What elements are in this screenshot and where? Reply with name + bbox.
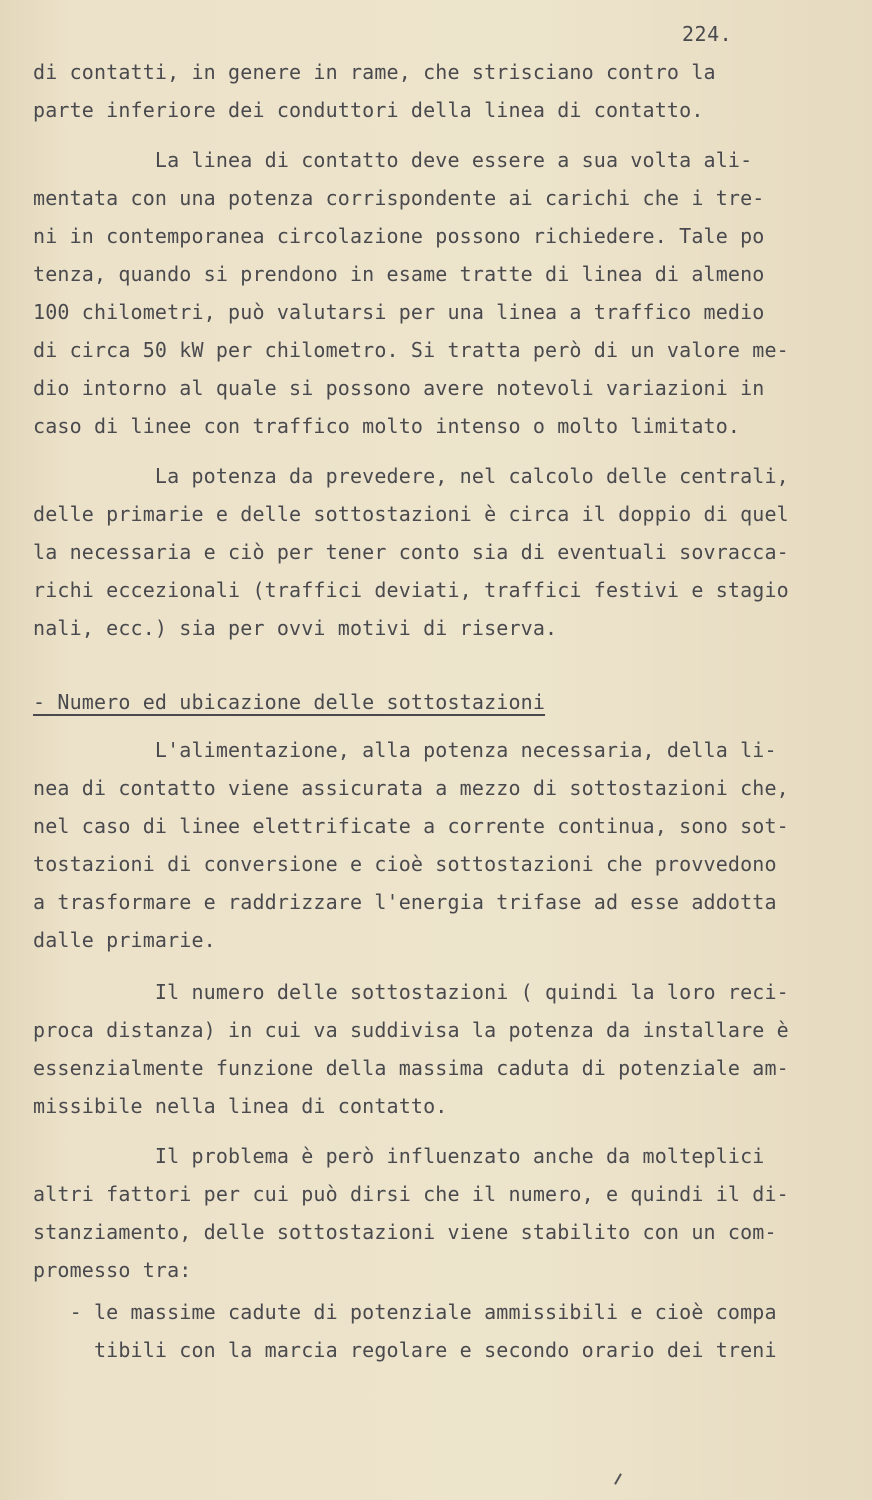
text-line: mentata con una potenza corrispondente ai carichi che i tre-	[33, 186, 765, 210]
text-line: stanziamento, delle sottostazioni viene stabilito con un com-	[33, 1220, 777, 1244]
text-line: richi eccezionali (traffici deviati, traffici festivi e stagio	[33, 578, 789, 602]
text-line: La linea di contatto deve essere a sua volta ali-	[33, 148, 753, 172]
text-line: caso di linee con traffico molto intenso o molto limitato.	[33, 414, 741, 438]
text-line: missibile nella linea di contatto.	[33, 1094, 448, 1118]
text-line: altri fattori per cui può dirsi che il numero, e quindi il di-	[33, 1182, 789, 1206]
page-number: 224.	[682, 22, 733, 46]
text-line: di circa 50 kW per chilometro. Si tratta però di un valore me-	[33, 338, 789, 362]
text-line: tostazioni di conversione e cioè sottostazioni che provvedono	[33, 852, 777, 876]
text-line: delle primarie e delle sottostazioni è circa il doppio di quel	[33, 502, 789, 526]
text-line: dalle primarie.	[33, 928, 216, 952]
text-line: Il problema è però influenzato anche da molteplici	[33, 1144, 765, 1168]
section-heading: - Numero ed ubicazione delle sottostazioni	[33, 690, 546, 714]
text-line: nea di contatto viene assicurata a mezzo di sottostazioni che,	[33, 776, 789, 800]
text-line: essenzialmente funzione della massima caduta di potenziale am-	[33, 1056, 789, 1080]
list-item: - le massime cadute di potenziale ammissibili e cioè compa	[33, 1300, 777, 1324]
list-item: tibili con la marcia regolare e secondo orario dei treni	[33, 1338, 777, 1362]
pen-mark	[614, 1473, 622, 1484]
text-line: tenza, quando si prendono in esame tratte di linea di almeno	[33, 262, 765, 286]
text-line: Il numero delle sottostazioni ( quindi la loro reci-	[33, 980, 789, 1004]
text-line: promesso tra:	[33, 1258, 192, 1282]
text-line: dio intorno al quale si possono avere notevoli variazioni in	[33, 376, 765, 400]
text-line: parte inferiore dei conduttori della linea di contatto.	[33, 98, 704, 122]
text-line: nel caso di linee elettrificate a corrente continua, sono sot-	[33, 814, 789, 838]
text-line: La potenza da prevedere, nel calcolo delle centrali,	[33, 464, 789, 488]
text-line: di contatti, in genere in rame, che strisciano contro la	[33, 60, 716, 84]
text-line: ni in contemporanea circolazione possono richiedere. Tale po	[33, 224, 765, 248]
text-line: nali, ecc.) sia per ovvi motivi di riserva.	[33, 616, 558, 640]
text-line: a trasformare e raddrizzare l'energia trifase ad esse addotta	[33, 890, 777, 914]
text-line: L'alimentazione, alla potenza necessaria, della li-	[33, 738, 777, 762]
text-line: la necessaria e ciò per tener conto sia di eventuali sovracca-	[33, 540, 789, 564]
text-line: 100 chilometri, può valutarsi per una linea a traffico medio	[33, 300, 765, 324]
text-line: proca distanza) in cui va suddivisa la potenza da installare è	[33, 1018, 789, 1042]
